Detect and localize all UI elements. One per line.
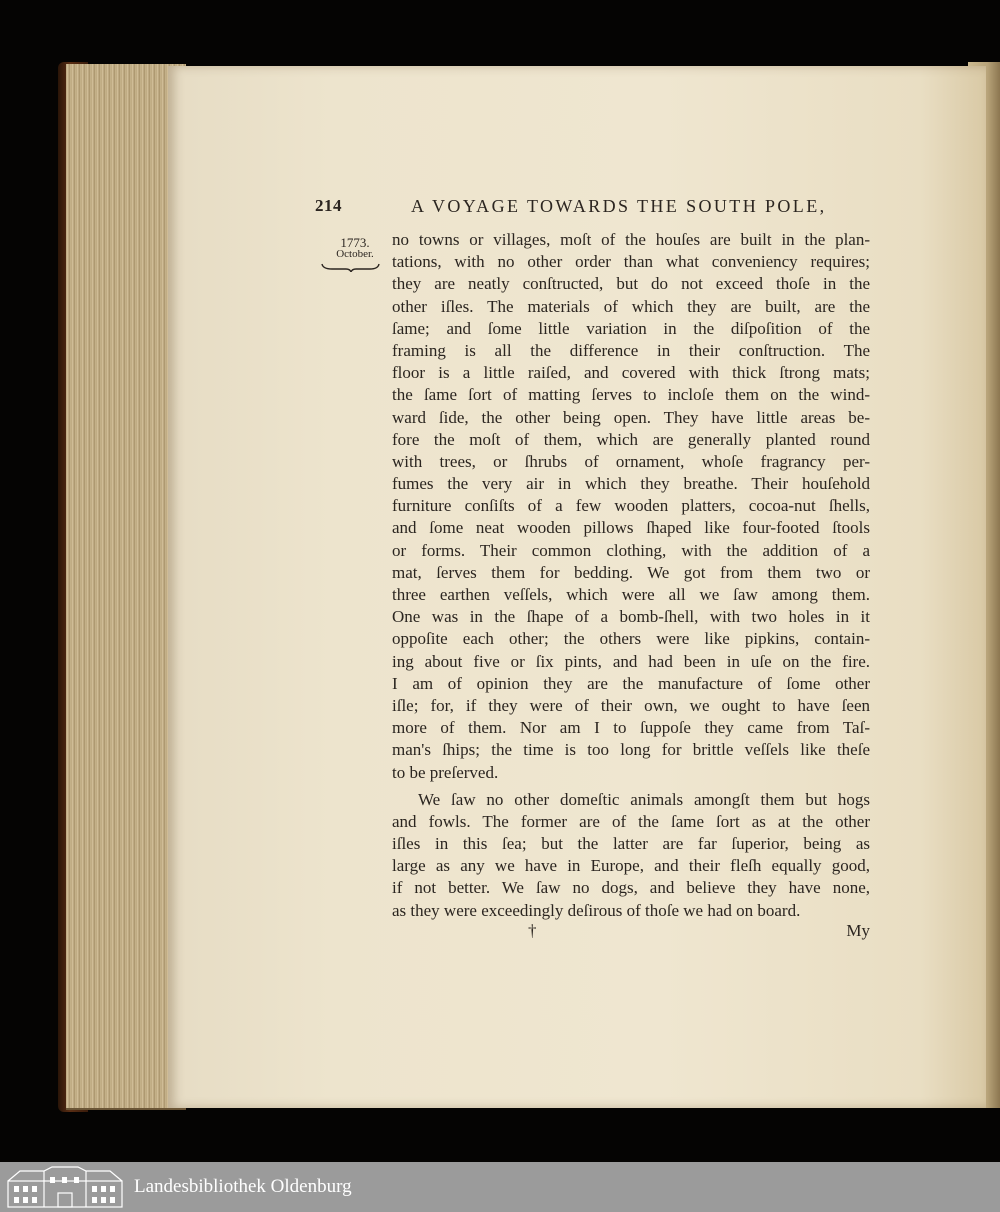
library-building-logo [6,1165,124,1209]
brace-icon [320,262,380,272]
running-head [315,196,840,220]
text-line: ward ſide, the other being open. They have little areas be- [392,407,870,427]
text-line: We ſaw no other domeſtic animals amongſt them but hogs [418,789,870,809]
text-line: One was in the ſhape of a bomb-ſhell, with two holes in it [392,607,870,627]
text-line: framing is all the difference in their conſtruction. The [392,340,870,360]
page-number: 214 [315,196,342,215]
text-line: ſame; and ſome little variation in the diſpoſition of the [392,318,870,338]
text-line: ing about five or ſix pints, and had been in uſe on the fire. [392,651,870,671]
text-line: they are neatly conſtructed, but do not exceed thoſe in the [392,274,870,294]
paragraph [392,789,870,922]
text-line: iſle; for, if they were of their own, we ought to have ſeen [392,695,870,715]
text-line: other iſles. The materials of which they are built, are the [392,296,870,316]
text-line: and fowls. The former are of the ſame ſort as at the other [392,811,870,831]
library-name: Landesbibliothek Oldenburg [134,1176,352,1197]
signature-mark: † [528,921,537,940]
text-line: furniture conſiſts of a few wooden platters, cocoa-nut ſhells, [392,496,870,516]
text-line: fore the moſt of them, which are generally planted round [392,429,870,449]
text-line: I am of opinion they are the manufacture of ſome other [392,673,870,693]
text-line: with trees, or ſhrubs of ornament, whoſe fragrancy per- [392,451,870,471]
catchword: My [846,921,870,940]
text-line: fumes the very air in which they breathe. Their houſehold [392,474,870,494]
text-line: the ſame ſort of matting ſerves to incloſe them on the wind- [392,385,870,405]
text-line: no towns or villages, moſt of the houſes are built in the plan- [392,230,870,249]
margin-year: 1773. [340,235,370,250]
text-line: to be preſerved. [392,762,499,782]
text-line: large as any we have in Europe, and their fleſh equally good, [392,856,870,876]
text-line: mat, ſerves them for bedding. We got from them two or [392,562,870,582]
margin-month: October. [336,248,374,260]
page-footer [392,921,870,943]
text-line: man's ſhips; the time is too long for brittle veſſels like theſe [392,740,870,760]
text-line: more of them. Nor am I to ſuppoſe they came from Taſ- [392,718,870,738]
text-line: floor is a little raiſed, and covered with thick ſtrong mats; [392,363,870,383]
text-line: three earthen veſſels, which were all we ſaw among them. [392,585,870,604]
text-line: tations, with no other order than what conveniency requires; [392,252,870,272]
text-line: and ſome neat wooden pillows ſhaped like four-footed ſtools [392,518,870,538]
text-line: or forms. Their common clothing, with the addition of a [392,540,870,560]
text-line: oppoſite each other; the others were like pipkins, contain- [392,629,870,649]
text-line: if not better. We ſaw no dogs, and believe they have none, [392,878,870,898]
running-title: A VOYAGE TOWARDS THE SOUTH POLE, [411,196,827,216]
text-line: iſles in this ſea; but the latter are far ſuperior, being as [392,834,870,854]
body-text [392,229,870,922]
margin-date-note [320,236,380,272]
paragraph [392,229,870,784]
library-banner [0,1162,1000,1212]
text-line: as they were exceedingly deſirous of thoſe we had on board. [392,900,801,920]
